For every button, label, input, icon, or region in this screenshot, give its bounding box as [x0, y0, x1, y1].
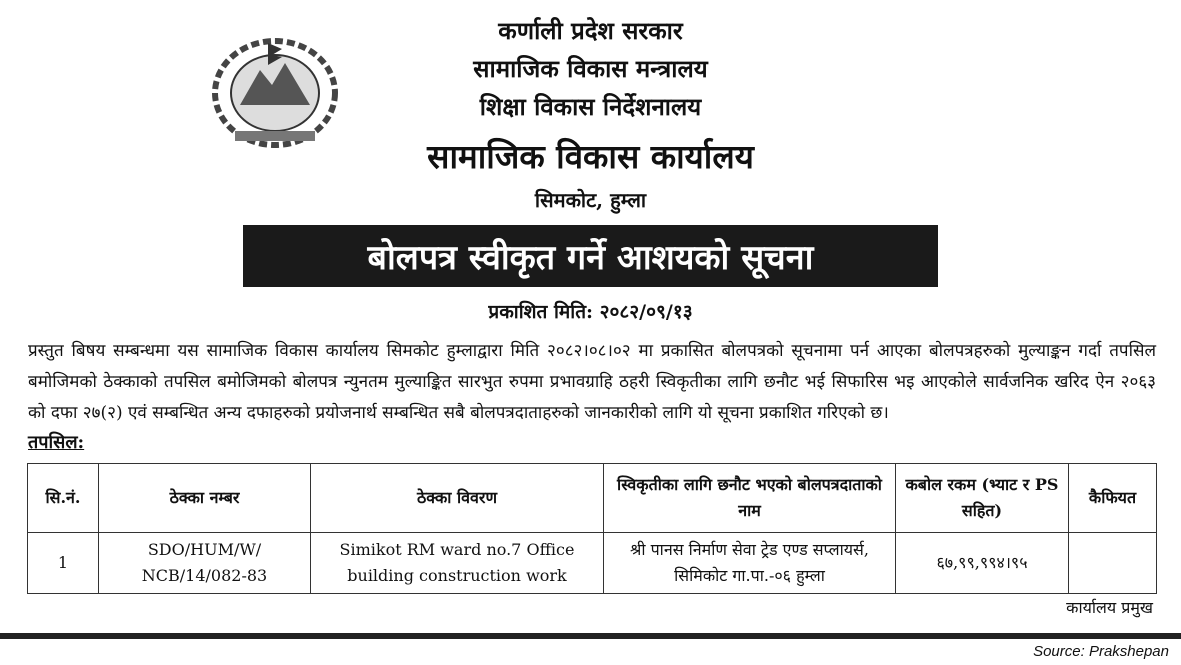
header-contract-number: ठेक्का नम्बर — [99, 464, 311, 533]
header-contract-description: ठेक्का विवरण — [311, 464, 604, 533]
directorate-title: शिक्षा विकास निर्देशनालय — [479, 92, 702, 121]
cell-sn: 1 — [28, 533, 99, 594]
header-bidder-name: स्विकृतीका लागि छनौट भएको बोलपत्रदाताको नाम — [604, 464, 896, 533]
ministry-title: सामाजिक विकास मन्त्रालय — [473, 54, 708, 83]
header-bid-amount: कबोल रकम (भ्याट र PS सहित) — [896, 464, 1069, 533]
province-title: कर्णाली प्रदेश सरकार — [498, 16, 683, 45]
table-row — [28, 533, 1157, 594]
notice-banner: बोलपत्र स्वीकृत गर्ने आशयको सूचना — [243, 225, 938, 287]
cell-bid-amount: ६७,९९,९९४।९५ — [896, 533, 1069, 594]
office-title: सामाजिक विकास कार्यालय — [427, 137, 754, 176]
cell-remarks — [1069, 533, 1157, 594]
published-date: प्रकाशित मिति: २०८२/०९/१३ — [488, 301, 693, 323]
details-table — [27, 463, 1157, 594]
signature-office-chief: कार्यालय प्रमुख — [1066, 598, 1153, 617]
office-location: सिमकोट, हुम्ला — [534, 188, 647, 212]
cell-contract-number: SDO/HUM/W/ NCB/14/082-83 — [99, 533, 311, 594]
cell-contract-description: Simikot RM ward no.7 Office building construction work — [311, 533, 604, 594]
source-credit: Source: Prakshepan — [1033, 643, 1169, 660]
table-header-row — [28, 464, 1157, 533]
divider — [0, 633, 1181, 639]
header-sn: सि.नं. — [28, 464, 99, 533]
cell-bidder-name: श्री पानस निर्माण सेवा ट्रेड एण्ड सप्लायर्स, सिमिकोट गा.पा.-०६ हुम्ला — [604, 533, 896, 594]
details-label: तपसिल: — [28, 432, 85, 453]
header-remarks: कैफियत — [1069, 464, 1157, 533]
notice-body: प्रस्तुत बिषय सम्बन्धमा यस सामाजिक विकास कार्यालय सिमकोट हुम्लाद्वारा मिति २०८२।०८।०२ मा प्रकासित बोलपत्रको सूचनामा पर्न आएका बोलपत्रहरुको मुल्याङ्कन गर्दा तपसिल बमोजिमको ठेक्काको तपसिल बमोजिमको बोलपत्र न्युनतम मुल्याङ्कित सारभुत रुपमा प्रभावग्राहि ठहरी स्विकृतीका लागि छनौट भई सिफारिस भइ आएकोले सार्वजनिक खरिद ऐन २०६३ को दफा २७(२) एवं सम्बन्धित अन्य दफाहरुको प्रयोजनार्थ सम्बन्धित सबै बोलपत्रदाताहरुको जानकारीको लागि यो सूचना प्रकाशित गरिएको छ। — [28, 341, 1156, 423]
